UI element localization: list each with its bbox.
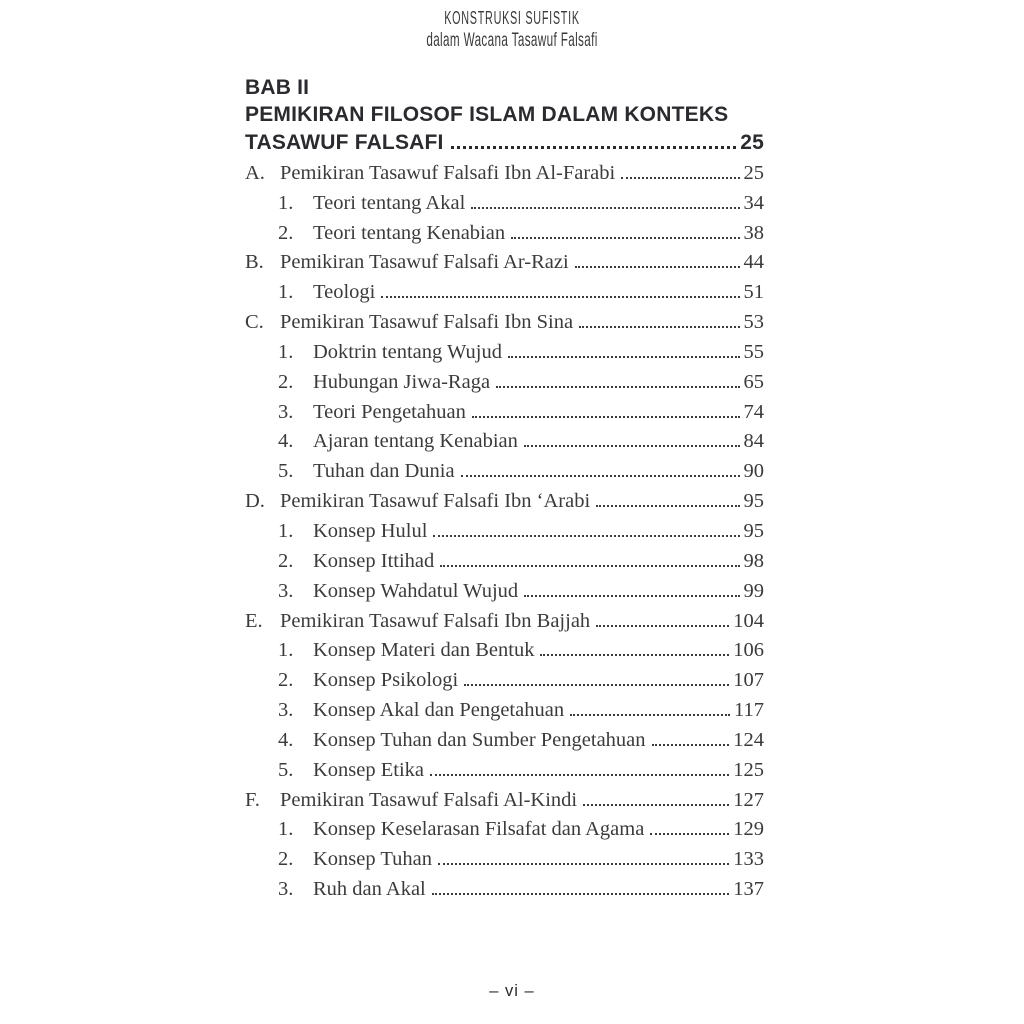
dot-leader	[471, 207, 739, 209]
toc-entry-page: 90	[743, 460, 764, 483]
folio-page-number: – vi –	[489, 982, 535, 1000]
dot-leader	[570, 714, 730, 716]
toc-entry-label: Konsep Keselarasan Filsafat dan Agama	[313, 818, 645, 841]
toc-entry-label: Konsep Etika	[313, 758, 425, 781]
toc-row	[245, 159, 764, 189]
dot-leader	[540, 654, 729, 656]
toc-entry-marker: 3.	[278, 878, 294, 901]
dot-leader	[472, 416, 740, 418]
dot-leader	[524, 445, 740, 447]
toc-entry-label: Pemikiran Tasawuf Falsafi Al-Kindi	[280, 788, 578, 811]
toc-entry-page: 74	[743, 400, 764, 423]
toc-entry-label: Teologi	[313, 281, 376, 304]
toc-entry-marker: 4.	[278, 430, 294, 453]
chapter-title-line2-text: TASAWUF FALSAFI	[245, 130, 444, 154]
toc-row	[245, 248, 764, 278]
toc-entry-marker: 2.	[278, 549, 294, 572]
dot-leader	[511, 237, 739, 239]
toc-entry-marker: 1.	[278, 639, 294, 662]
toc-entry-marker: B.	[245, 251, 264, 274]
toc-entry-marker: F.	[245, 788, 260, 811]
toc-entry-label: Teori Pengetahuan	[313, 400, 466, 423]
toc-entry-label: Pemikiran Tasawuf Falsafi Ibn Sina	[280, 311, 574, 334]
running-header-subtitle: dalam Wacana Tasawuf Falsafi	[426, 29, 598, 51]
toc-entry-label: Ajaran tentang Kenabian	[313, 430, 518, 453]
toc-list	[245, 159, 764, 905]
dot-leader	[524, 595, 739, 597]
toc-entry-label: Pemikiran Tasawuf Falsafi Ibn Al-Farabi	[280, 161, 616, 184]
toc-entry-label: Teori tentang Akal	[313, 191, 466, 214]
toc-entry-marker: 3.	[278, 699, 294, 722]
table-of-contents	[245, 74, 764, 905]
dot-leader	[430, 774, 729, 776]
toc-entry-label: Konsep Psikologi	[313, 669, 459, 692]
toc-entry-label: Konsep Akal dan Pengetahuan	[313, 699, 565, 722]
toc-entry-marker: 2.	[278, 370, 294, 393]
toc-entry-page: 95	[743, 520, 764, 543]
dot-leader	[496, 386, 739, 388]
dot-leader	[575, 266, 740, 268]
dot-leader	[596, 625, 729, 627]
toc-entry-page: 84	[743, 430, 764, 453]
toc-entry-page: 55	[743, 340, 764, 363]
toc-entry-label: Ruh dan Akal	[313, 878, 426, 901]
toc-entry-page: 106	[733, 639, 764, 662]
chapter-number: BAB II	[245, 76, 310, 99]
toc-entry-marker: 1.	[278, 340, 294, 363]
toc-entry-marker: 1.	[278, 818, 294, 841]
toc-entry-page: 44	[743, 251, 764, 274]
toc-row	[245, 189, 764, 219]
dot-leader	[579, 326, 739, 328]
toc-entry-page: 53	[743, 311, 764, 334]
toc-entry-marker: 1.	[278, 520, 294, 543]
toc-entry-label: Konsep Materi dan Bentuk	[313, 639, 535, 662]
toc-entry-page: 25	[743, 161, 764, 184]
toc-entry-label: Pemikiran Tasawuf Falsafi Ibn Bajjah	[280, 609, 591, 632]
toc-entry-label: Konsep Hulul	[313, 520, 428, 543]
toc-row	[245, 875, 764, 905]
chapter-heading	[245, 74, 764, 156]
toc-entry-marker: C.	[245, 311, 264, 334]
dot-leader	[621, 177, 739, 179]
toc-entry-label: Doktrin tentang Wujud	[313, 340, 502, 363]
toc-row	[245, 577, 764, 607]
toc-entry-page: 107	[733, 669, 764, 692]
toc-entry-marker: A.	[245, 161, 265, 184]
toc-row	[245, 427, 764, 457]
toc-row	[245, 696, 764, 726]
toc-entry-marker: 1.	[278, 191, 294, 214]
toc-entry-marker: 2.	[278, 848, 294, 871]
toc-row	[245, 786, 764, 816]
dot-leader	[432, 893, 730, 895]
dot-leader	[652, 744, 730, 746]
toc-entry-page: 34	[743, 191, 764, 214]
toc-entry-page: 38	[743, 221, 764, 244]
toc-entry-label: Konsep Ittihad	[313, 549, 435, 572]
toc-entry-marker: E.	[245, 609, 263, 632]
toc-entry-page: 125	[733, 758, 764, 781]
toc-entry-marker: 3.	[278, 579, 294, 602]
chapter-page-number: 25	[740, 130, 764, 154]
dot-leader	[583, 804, 729, 806]
toc-entry-page: 104	[733, 609, 764, 632]
toc-row	[245, 368, 764, 398]
toc-entry-label: Pemikiran Tasawuf Falsafi Ibn ‘Arabi	[280, 490, 591, 513]
toc-row	[245, 845, 764, 875]
toc-row	[245, 726, 764, 756]
toc-row	[245, 547, 764, 577]
toc-entry-marker: 2.	[278, 221, 294, 244]
dot-leader	[596, 505, 739, 507]
dot-leader	[461, 475, 740, 477]
chapter-title-line2	[245, 129, 764, 156]
toc-entry-marker: 3.	[278, 400, 294, 423]
toc-entry-label: Tuhan dan Dunia	[313, 460, 455, 483]
toc-entry-marker: 5.	[278, 460, 294, 483]
toc-row	[245, 607, 764, 637]
toc-row	[245, 487, 764, 517]
toc-row	[245, 457, 764, 487]
toc-entry-page: 129	[733, 818, 764, 841]
running-header-title: KONSTRUKSI SUFISTIK	[444, 8, 580, 28]
dot-leader	[650, 833, 729, 835]
toc-entry-marker: 2.	[278, 669, 294, 692]
toc-entry-label: Konsep Tuhan	[313, 848, 433, 871]
toc-entry-label: Hubungan Jiwa-Raga	[313, 370, 491, 393]
toc-entry-page: 117	[734, 699, 764, 722]
toc-entry-page: 137	[733, 878, 764, 901]
toc-entry-page: 65	[743, 370, 764, 393]
dot-leader	[433, 535, 739, 537]
dot-leader	[451, 146, 737, 149]
toc-entry-page: 99	[743, 579, 764, 602]
dot-leader	[440, 565, 739, 567]
toc-entry-marker: D.	[245, 490, 265, 513]
toc-row	[245, 398, 764, 428]
toc-row	[245, 756, 764, 786]
toc-row	[245, 815, 764, 845]
toc-entry-page: 98	[743, 549, 764, 572]
toc-row	[245, 636, 764, 666]
dot-leader	[464, 684, 729, 686]
running-header	[0, 7, 1024, 51]
toc-entry-page: 133	[733, 848, 764, 871]
toc-entry-page: 124	[733, 728, 764, 751]
chapter-title-line1: PEMIKIRAN FILOSOF ISLAM DALAM KONTEKS	[245, 103, 729, 127]
toc-entry-marker: 1.	[278, 281, 294, 304]
toc-entry-label: Pemikiran Tasawuf Falsafi Ar-Razi	[280, 251, 569, 274]
toc-row	[245, 666, 764, 696]
dot-leader	[508, 356, 740, 358]
toc-entry-page: 51	[743, 281, 764, 304]
page-footer	[0, 982, 1024, 1001]
dot-leader	[438, 863, 729, 865]
dot-leader	[381, 296, 739, 298]
toc-entry-label: Teori tentang Kenabian	[313, 221, 506, 244]
toc-entry-label: Konsep Tuhan dan Sumber Pengetahuan	[313, 728, 646, 751]
toc-entry-page: 95	[743, 490, 764, 513]
toc-row	[245, 308, 764, 338]
toc-row	[245, 278, 764, 308]
toc-entry-page: 127	[733, 788, 764, 811]
toc-entry-marker: 5.	[278, 758, 294, 781]
toc-row	[245, 219, 764, 249]
toc-entry-marker: 4.	[278, 728, 294, 751]
toc-row	[245, 338, 764, 368]
toc-entry-label: Konsep Wahdatul Wujud	[313, 579, 519, 602]
toc-row	[245, 517, 764, 547]
